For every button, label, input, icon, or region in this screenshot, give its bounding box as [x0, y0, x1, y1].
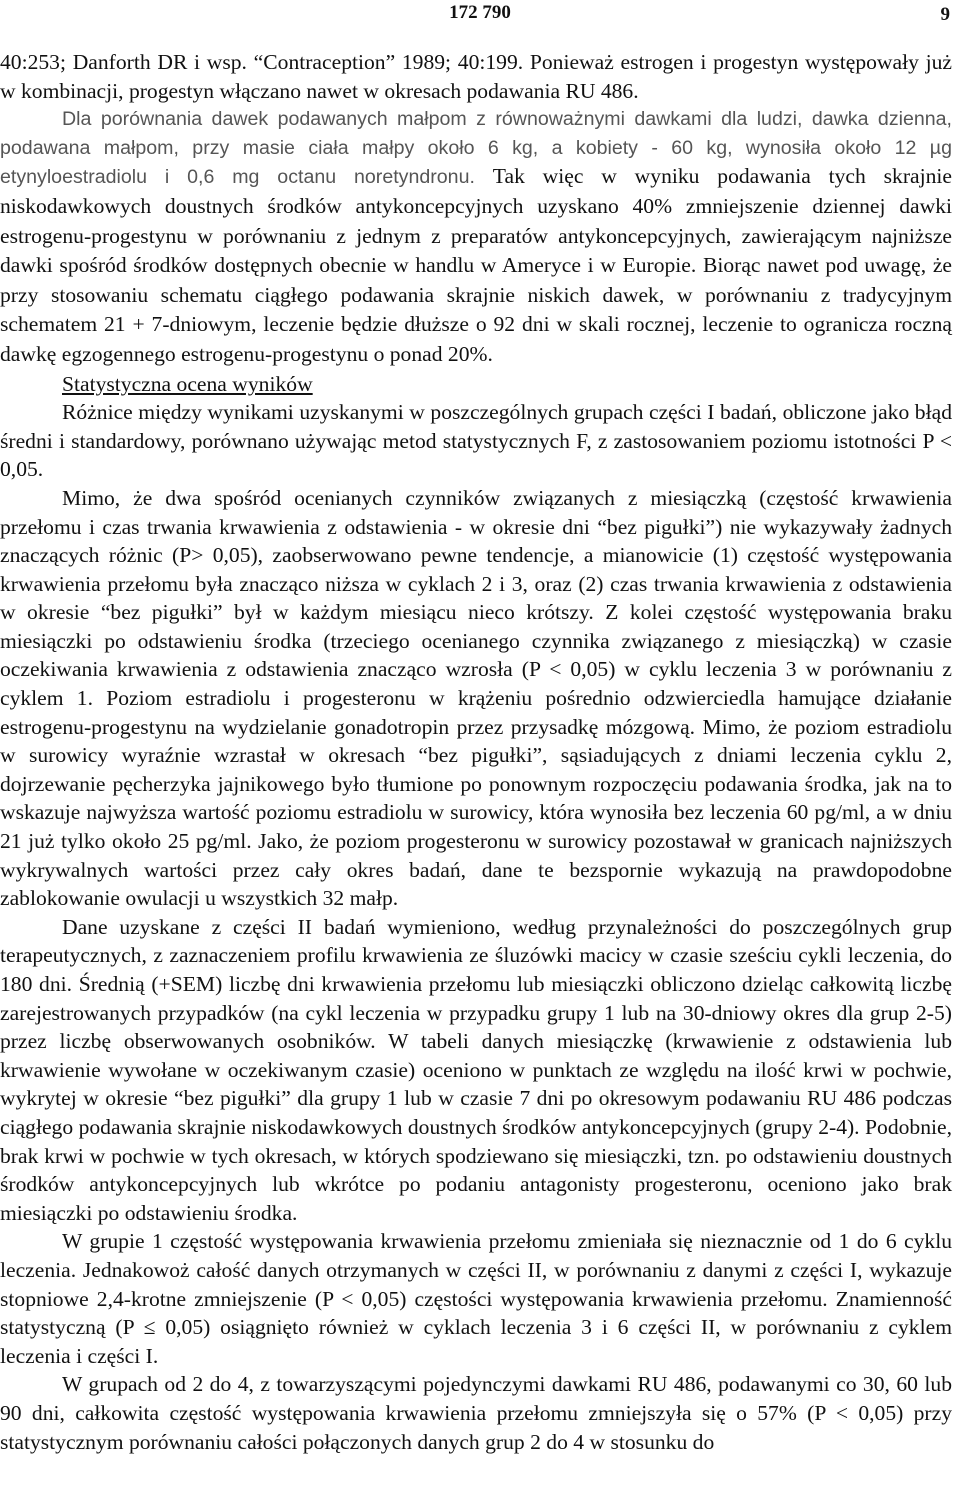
paragraph-continuation: 40:253; Danforth DR i wsp. “Contraception” 1989; 40:199. Ponieważ estrogen i progestyn występowały już w kombinacji, progestyn włączano nawet w okresach podawania RU 486.: [0, 50, 952, 103]
paragraph-part-two: Dane uzyskane z części II badań wymieniono, według przynależności do poszczególnych grup terapeutycznych, z zaznaczeniem profilu krwawienia ze śluzówki macicy w czasie sześciu cykli leczenia, do 180 dni. Średnią (+SEM) liczbę dni krwawienia przełomu lub miesiączki obliczono dzieląc całkowitą liczbę zarejestrowanych przypadków (na cykl leczenia w przypadku grupy 1 lub na 30-dniowy okres dla grup 2-5) przez liczbę obserwowanych osobników. W tabeli danych miesiączkę (krwawienie z odstawienia lub krwawienie wywołane w oczekiwanym czasie) oceniono w punktach ze względu na ilość krwi w pochwie, wykrytej w okresie “bez pigułki” dla grupy 1 lub w czasie 7 dni po okresowym podawaniu RU 486 podczas ciągłego podawania skrajnie niskodawkowych doustnych środków antykoncepcyjnych (grupy 2-4). Podobnie, brak krwi w pochwie w tych okresach, w których spodziewano się miesiączki, tzn. po odstawieniu doustnych środków antykoncepcyjnych lub wkrótce po podaniu antagonisty progesteronu, oceniono jako brak miesiączki po odstawieniu środka.: [0, 914, 952, 1225]
page-header: [0, 2, 960, 32]
patent-number: 172 790: [449, 2, 511, 23]
paragraph-dosage-comparison: [0, 105, 952, 369]
page-number: 9: [940, 4, 950, 25]
paragraph-statistics: Różnice między wynikami uzyskanymi w poszczególnych grupach części I badań, obliczone jako błąd średni i standardowy, porównano używając metod statystycznych F, z zastosowaniem poziomu istotności P < 0,05.: [0, 400, 952, 482]
paragraph-dosage-text: Dla porównania dawek podawanych małpom z równoważnymi dawkami dla ludzi, dawka dzienna, podawana małpom, przy masie ciała małpy około 6 kg, a kobiety - 60 kg, wynosiła około 12 µg etynyloestradiolu i 0,6 mg octanu noretyndronu.: [0, 108, 952, 189]
section-heading: Statystyczna ocena wyników: [62, 371, 313, 396]
paragraph-groups-two-four: W grupach od 2 do 4, z towarzyszącymi pojedynczymi dawkami RU 486, podawanymi co 30, 60 lub 90 dni, całkowita częstość występowania krwawienia przełomu zmniejszyła się o 57% (P < 0,05) przy statystycznym porównaniu całości połączonych danych grup 2 do 4 w stosunku do: [0, 1372, 952, 1454]
paragraph-dose-reduction: Tak więc w wyniku podawania tych skrajnie niskodawkowych doustnych środków antykoncepcyjnych uzyskano 40% zmniejszenie dziennej dawki estrogenu-progestynu w porównaniu z jednym z preparatów antykoncepcyjnych, zawierającym najniższe dawki spośród środków dostępnych obecnie w handlu w Ameryce i w Europie. Biorąc nawet pod uwagę, że przy stosowaniu schematu ciągłego podawania skrajnie niskich dawek, w porównaniu z tradycyjnym schematem 21 + 7-dniowym, leczenie będzie dłuższe o 92 dni w skali rocznej, leczenie to ogranicza roczną dawkę egzogennego estrogenu-progestynu o ponad 20%.: [0, 164, 952, 366]
paragraph-group-one: W grupie 1 częstość występowania krwawienia przełomu zmieniała się nieznacznie od 1 do 6 cyklu leczenia. Jednakowoż całość danych otrzymanych w części II, w porównaniu z danymi z części I, wykazuje stopniowe 2,4-krotne zmniejszenie (P < 0,05) częstości występowania krwawienia przełomu. Znamienność statystyczną (P ≤ 0,05) osiągnięto również w cyklach leczenia 3 i 6 części II, w porównaniu z cyklem leczenia i części I.: [0, 1229, 952, 1368]
document-body: [0, 48, 952, 1456]
paragraph-results: Mimo, że dwa spośród ocenianych czynników związanych z miesiączką (częstość krwawienia przełomu i czas trwania krwawienia z odstawienia - w okresie dni “bez pigułki”) nie wykazywały żadnych znaczących różnic (P> 0,05), zaobserwowano pewne tendencje, a mianowicie (1) częstość występowania krwawienia przełomu była znacząco niższa w cyklach 2 i 3, oraz (2) czas trwania krwawienia z odstawienia w okresie “bez pigułki” był w każdym miesiącu nieco krótszy. Z kolei częstość występowania braku miesiączki po odstawieniu środka (trzeciego ocenianego czynnika związanego z miesiączką) w czasie oczekiwania krwawienia z odstawienia znacząco wzrosła (P < 0,05) w cyklu leczenia 3 w porównaniu z cyklem 1. Poziom estradiolu i progesteronu w krążeniu pośrednio odzwierciedla hamujące działanie estrogenu-progestynu na wydzielanie gonadotropin przez przysadkę mózgową. Mimo, że poziom estradiolu w surowicy wyraźnie wzrastał w okresach “bez pigułki”, sąsiadujących z dniami leczenia cyklu 2, dojrzewanie pęcherzyka jajnikowego było tłumione po ponownym rozpoczęciu podawania środka, jak na to wskazuje najwyższa wartość poziomu estradiolu w surowicy, która wynosiła bez leczenia 60 pg/ml, a w dniu 21 już tylko około 25 pg/ml. Jako, że poziom progesteronu w surowicy pozostawał w granicach najniższych wykrywalnych wartości przez cały okres badań, dane te bezspornie wykazują na prawdopodobne zablokowanie owulacji u wszystkich 32 małp.: [0, 485, 952, 911]
